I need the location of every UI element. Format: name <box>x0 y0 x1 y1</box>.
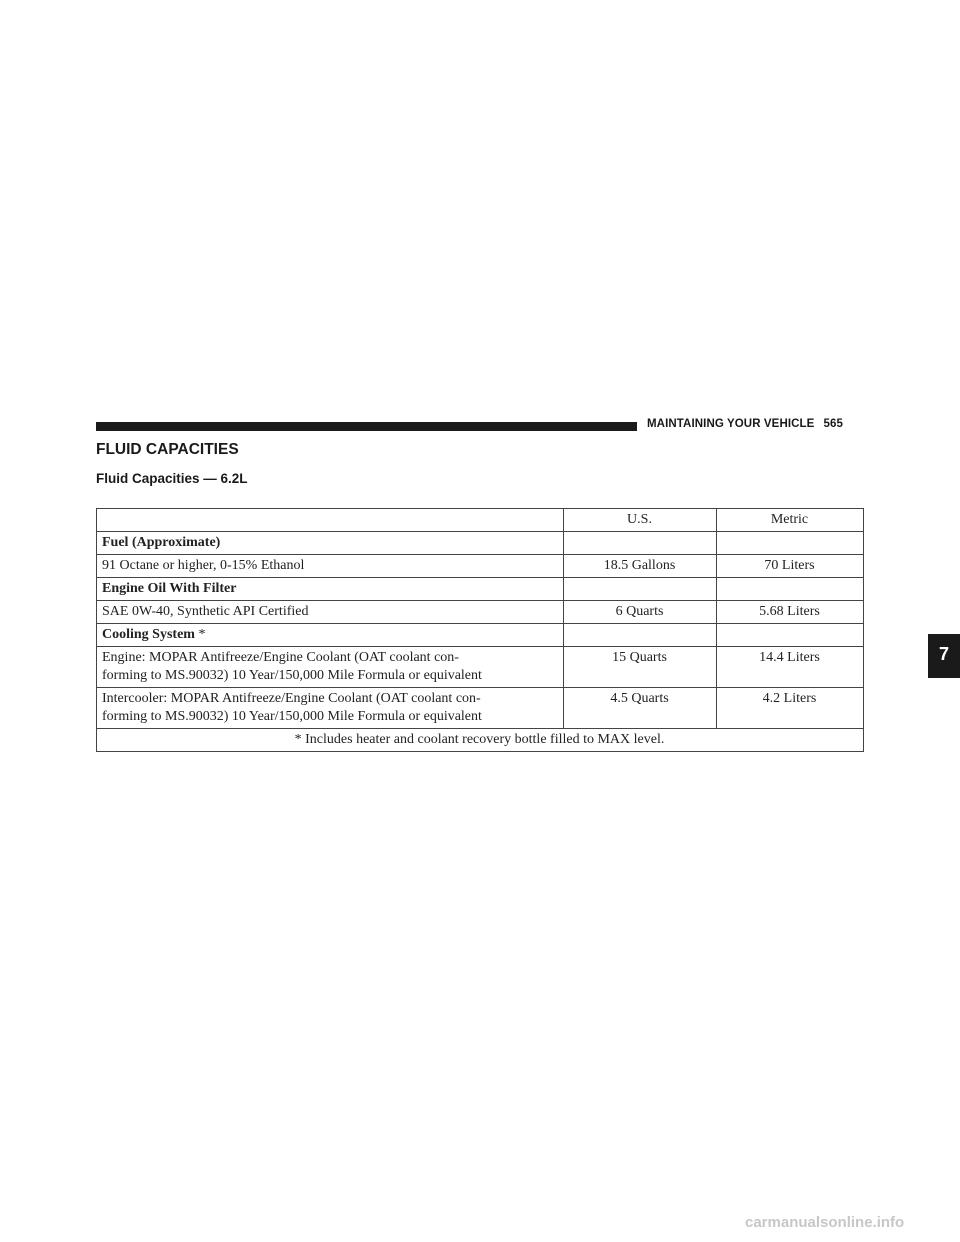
header-title: MAINTAINING YOUR VEHICLE <box>647 418 815 430</box>
table-footnote: * Includes heater and coolant recovery bottle filled to MAX level. <box>97 729 864 752</box>
column-header-metric: Metric <box>717 509 864 532</box>
metric-value <box>717 578 864 601</box>
section-title: FLUID CAPACITIES <box>96 441 239 458</box>
us-value <box>564 578 717 601</box>
row-label-line: Intercooler: MOPAR Antifreeze/Engine Coolant (OAT coolant con- <box>102 691 481 706</box>
row-label: Engine Oil With Filter <box>97 578 564 601</box>
us-value <box>564 532 717 555</box>
column-header-description <box>97 509 564 532</box>
table-title: Fluid Capacities — 6.2L <box>96 471 248 486</box>
chapter-number: 7 <box>938 644 949 664</box>
us-value <box>564 624 717 647</box>
us-value: 15 Quarts <box>564 647 717 688</box>
table-row <box>97 647 864 688</box>
us-value: 18.5 Gallons <box>564 555 717 578</box>
row-label-cell <box>97 688 564 729</box>
row-label-cell <box>97 647 564 688</box>
metric-value: 14.4 Liters <box>717 647 864 688</box>
table-row <box>97 688 864 729</box>
row-label-line: forming to MS.90032) 10 Year/150,000 Mile Formula or equivalent <box>102 709 482 724</box>
row-label: Fuel (Approximate) <box>97 532 564 555</box>
metric-value: 5.68 Liters <box>717 601 864 624</box>
running-header <box>647 418 843 430</box>
watermark: carmanualsonline.info <box>745 1214 905 1231</box>
table-row <box>97 578 864 601</box>
us-value: 6 Quarts <box>564 601 717 624</box>
row-label-line: Engine: MOPAR Antifreeze/Engine Coolant (OAT coolant con- <box>102 650 459 665</box>
row-label-line: forming to MS.90032) 10 Year/150,000 Mile Formula or equivalent <box>102 668 482 683</box>
column-header-us: U.S. <box>564 509 717 532</box>
chapter-tab <box>928 634 960 678</box>
metric-value: 70 Liters <box>717 555 864 578</box>
row-label-cell <box>97 624 564 647</box>
table-row <box>97 555 864 578</box>
fluid-capacities-table <box>96 508 864 752</box>
table-header-row <box>97 509 864 532</box>
row-label: SAE 0W-40, Synthetic API Certified <box>97 601 564 624</box>
table-row <box>97 601 864 624</box>
metric-value <box>717 624 864 647</box>
metric-value: 4.2 Liters <box>717 688 864 729</box>
footnote-row <box>97 729 864 752</box>
metric-value <box>717 532 864 555</box>
row-label: 91 Octane or higher, 0-15% Ethanol <box>97 555 564 578</box>
table-row <box>97 532 864 555</box>
footnote-marker: * <box>198 627 206 642</box>
header-rule <box>96 422 637 431</box>
us-value: 4.5 Quarts <box>564 688 717 729</box>
row-label: Cooling System <box>102 627 195 642</box>
page-number: 565 <box>823 418 843 430</box>
table-row <box>97 624 864 647</box>
